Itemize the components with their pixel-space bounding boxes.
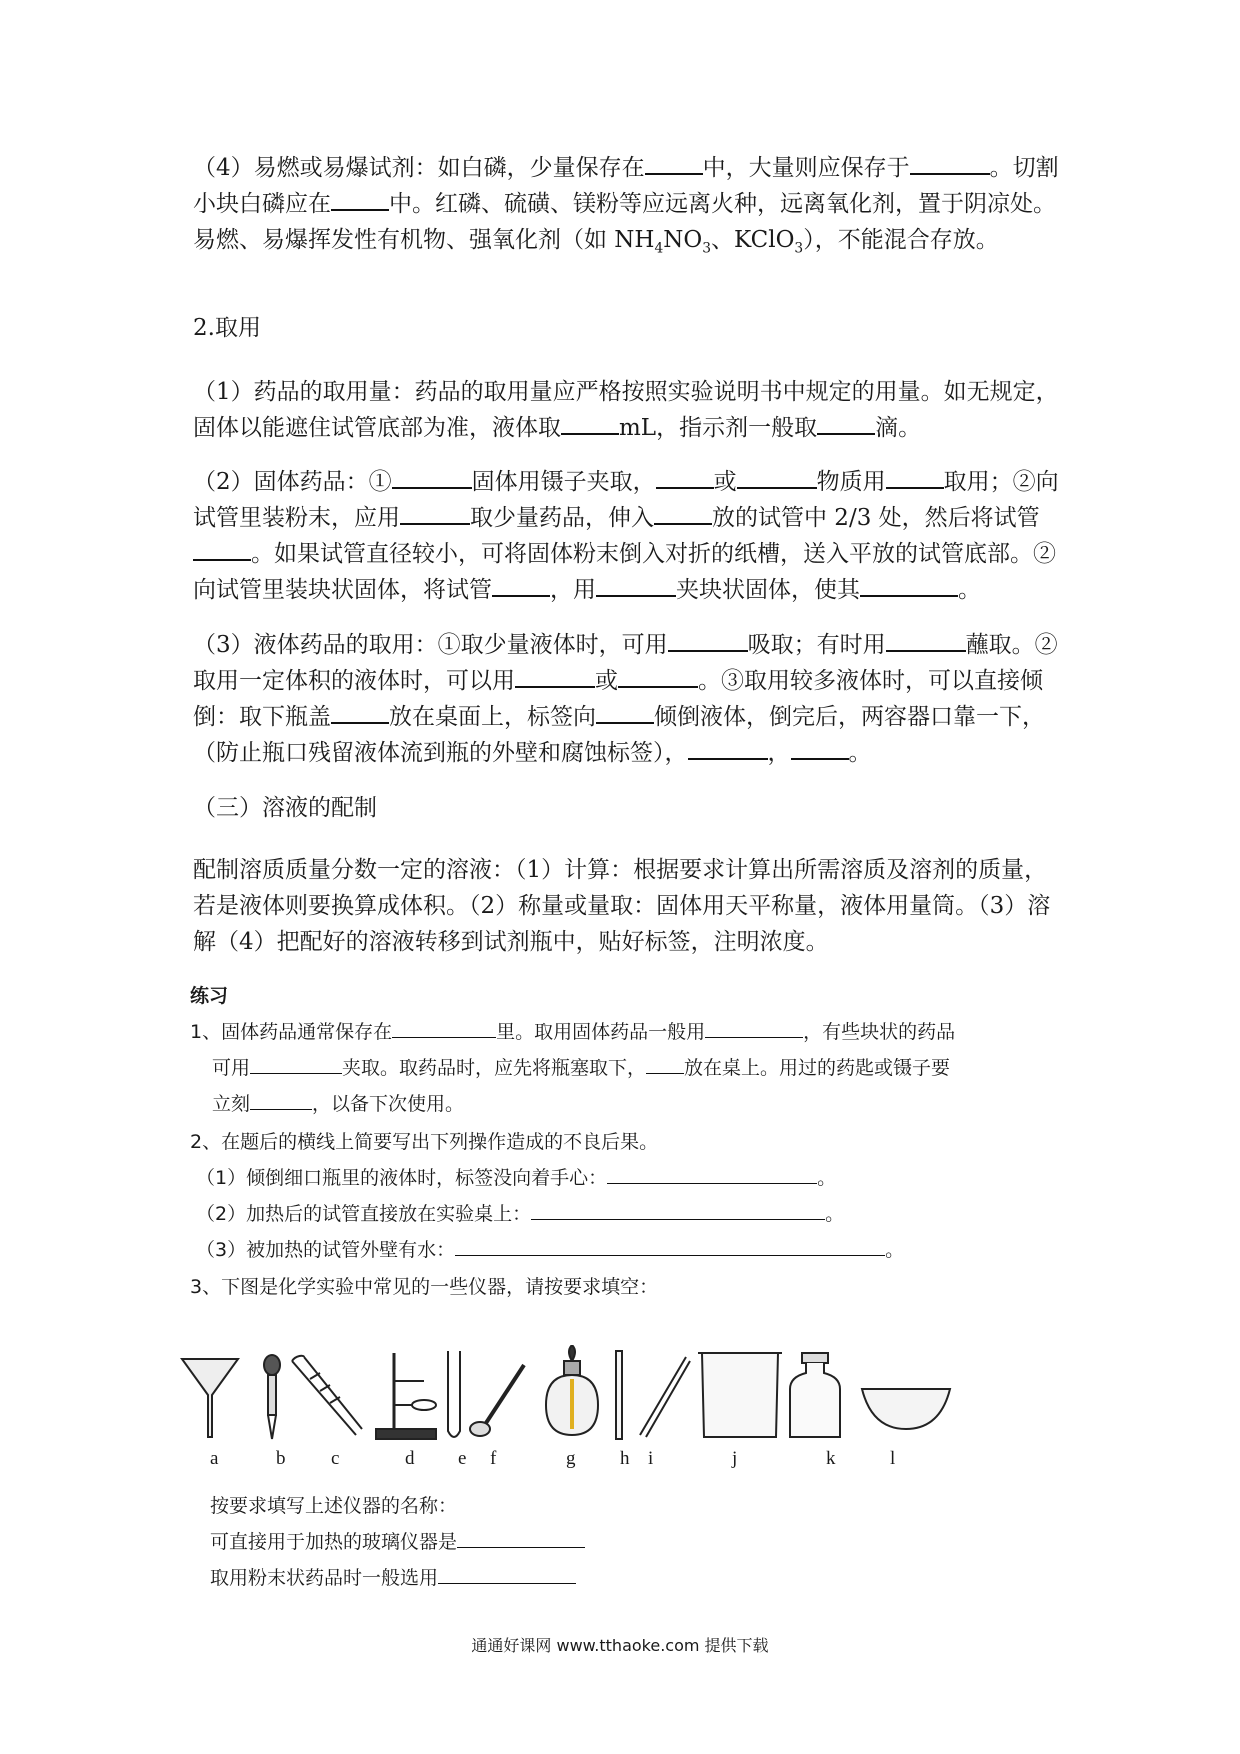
beaker-icon xyxy=(698,1353,782,1437)
blank xyxy=(646,1056,684,1074)
blank xyxy=(331,188,389,211)
solution-paragraph: 配制溶质质量分数一定的溶液：（1）计算：根据要求计算出所需溶质及溶剂的质量，若是液体则要换算成体积。（2）称量或量取：固体用天平称量，液体用量筒。（3）溶解（4）把配好的溶液转移到试剂瓶中，贴好标签，注明浓度。 xyxy=(193,857,1051,955)
blank xyxy=(910,152,990,175)
answer-line xyxy=(438,1566,576,1584)
blank xyxy=(596,701,654,724)
letter-d: d xyxy=(405,1448,415,1469)
solid-reagent-paragraph: （2）固体药品：① 固体用镊子夹取， 或 物质用 取用；②向试管里装粉末，应用 取少量药品，伸入 放的试管中 2/3 处，然后将试管。如果试管直径较小，可将固体粉末倒入对折的纸槽，送入平放的试管底部。②向试管里装块状固体，将试管 ，用 夹块状固体，使其 。 xyxy=(193,464,1063,608)
question-3-instruction: 按要求填写上述仪器的名称： xyxy=(210,1495,458,1517)
letter-l: l xyxy=(890,1448,896,1469)
blank xyxy=(250,1056,342,1074)
blank xyxy=(791,737,849,760)
letter-e: e xyxy=(458,1448,467,1469)
blank xyxy=(250,1092,312,1110)
question-2-item-3: （3）被加热的试管外壁有水： 。 xyxy=(196,1239,905,1261)
liquid-reagent-paragraph: （3）液体药品的取用：①取少量液体时，可用 吸取；有时用 蘸取。②取用一定体积的液体时，可以用 或 。③取用较多液体时，可以直接倾倒：取下瓶盖 放在桌面上，标签向 倾倒液体，倒完后，两容器口靠一下，（防止瓶口残留液体流到瓶的外壁和腐蚀标签）， ， 。 xyxy=(193,627,1063,771)
blank xyxy=(645,152,703,175)
practice-title: 练习 xyxy=(190,985,229,1007)
blank xyxy=(817,412,875,435)
letter-c: c xyxy=(331,1448,340,1469)
solution-heading: （三）溶液的配制 xyxy=(193,795,377,821)
letter-g: g xyxy=(566,1448,576,1469)
blank xyxy=(656,466,714,489)
blank xyxy=(737,466,817,489)
blank xyxy=(392,466,472,489)
evaporating-dish-icon xyxy=(862,1389,950,1429)
blank xyxy=(618,665,698,688)
question-2: 2、在题后的横线上简要写出下列操作造成的不良后果。 xyxy=(190,1131,659,1153)
question-3: 3、下图是化学实验中常见的一些仪器，请按要求填空： xyxy=(190,1276,659,1298)
blank xyxy=(492,574,550,597)
letter-i: i xyxy=(648,1448,654,1469)
page-footer: 通通好课网 www.tthaoke.com 提供下载 xyxy=(471,1636,769,1655)
blank xyxy=(886,466,944,489)
question-3-item-2: 取用粉末状药品时一般选用 xyxy=(210,1564,576,1592)
blank xyxy=(193,538,251,561)
blank xyxy=(331,701,389,724)
blank xyxy=(688,737,768,760)
blank xyxy=(654,502,712,525)
letter-k: k xyxy=(826,1448,836,1469)
question-1-line-1: 1、固体药品通常保存在 里。取用固体药品一般用 ，有些块状的药品 xyxy=(190,1021,956,1043)
storage-paragraph: （4）易燃或易爆试剂：如白磷，少量保存在 中，大量则应保存于 。切割小块白磷应在 中。红磷、硫磺、镁粉等应远离火种，远离氧化剂，置于阴凉处。易燃、易爆挥发性有机物、强氧化剂（如 $NH_4NO_3$、KClO$_3$），不能混合存放。 xyxy=(193,150,1063,267)
blank xyxy=(561,412,619,435)
take-amount-paragraph: （1）药品的取用量：药品的取用量应严格按照实验说明书中规定的用量。如无规定，固体以能遮住试管底部为准，液体取 mL，指示剂一般取 滴。 xyxy=(193,379,1059,441)
crucible-tongs-icon xyxy=(292,1356,362,1435)
letter-a: a xyxy=(210,1448,219,1469)
iron-stand-icon xyxy=(376,1353,436,1439)
blank xyxy=(596,574,676,597)
blank xyxy=(886,629,966,652)
alcohol-lamp-icon xyxy=(546,1345,598,1435)
tweezers-icon xyxy=(640,1357,690,1437)
glass-rod-icon xyxy=(616,1351,622,1439)
question-1-line-2: 可用 夹取。取药品时，应先将瓶塞取下， 放在桌上。用过的药匙或镊子要 xyxy=(212,1057,951,1079)
letter-h: h xyxy=(620,1448,630,1469)
dropper-icon xyxy=(264,1355,280,1439)
apparatus-figure xyxy=(180,1345,1000,1445)
blank xyxy=(860,574,958,597)
blank xyxy=(515,665,595,688)
letter-j: j xyxy=(732,1448,738,1469)
answer-line xyxy=(457,1530,585,1548)
blank xyxy=(400,502,470,525)
answer-line xyxy=(531,1202,825,1220)
question-3-item-1: 可直接用于加热的玻璃仪器是 xyxy=(210,1528,585,1556)
take-heading: 2.取用 xyxy=(193,315,261,341)
reagent-bottle-icon xyxy=(790,1353,840,1437)
spoon-icon xyxy=(470,1365,524,1436)
test-tube-icon xyxy=(448,1351,460,1437)
letter-b: b xyxy=(276,1448,286,1469)
question-2-item-2: （2）加热后的试管直接放在实验桌上： 。 xyxy=(196,1203,845,1225)
blank xyxy=(705,1020,803,1038)
funnel-icon xyxy=(182,1359,238,1437)
letter-f: f xyxy=(490,1448,497,1469)
answer-line xyxy=(607,1166,817,1184)
question-1-line-3: 立刻 ，以备下次使用。 xyxy=(212,1093,465,1115)
blank xyxy=(668,629,748,652)
question-2-item-1: （1）倾倒细口瓶里的液体时，标签没向着手心： 。 xyxy=(196,1167,837,1189)
blank xyxy=(392,1020,496,1038)
answer-line xyxy=(455,1238,885,1256)
